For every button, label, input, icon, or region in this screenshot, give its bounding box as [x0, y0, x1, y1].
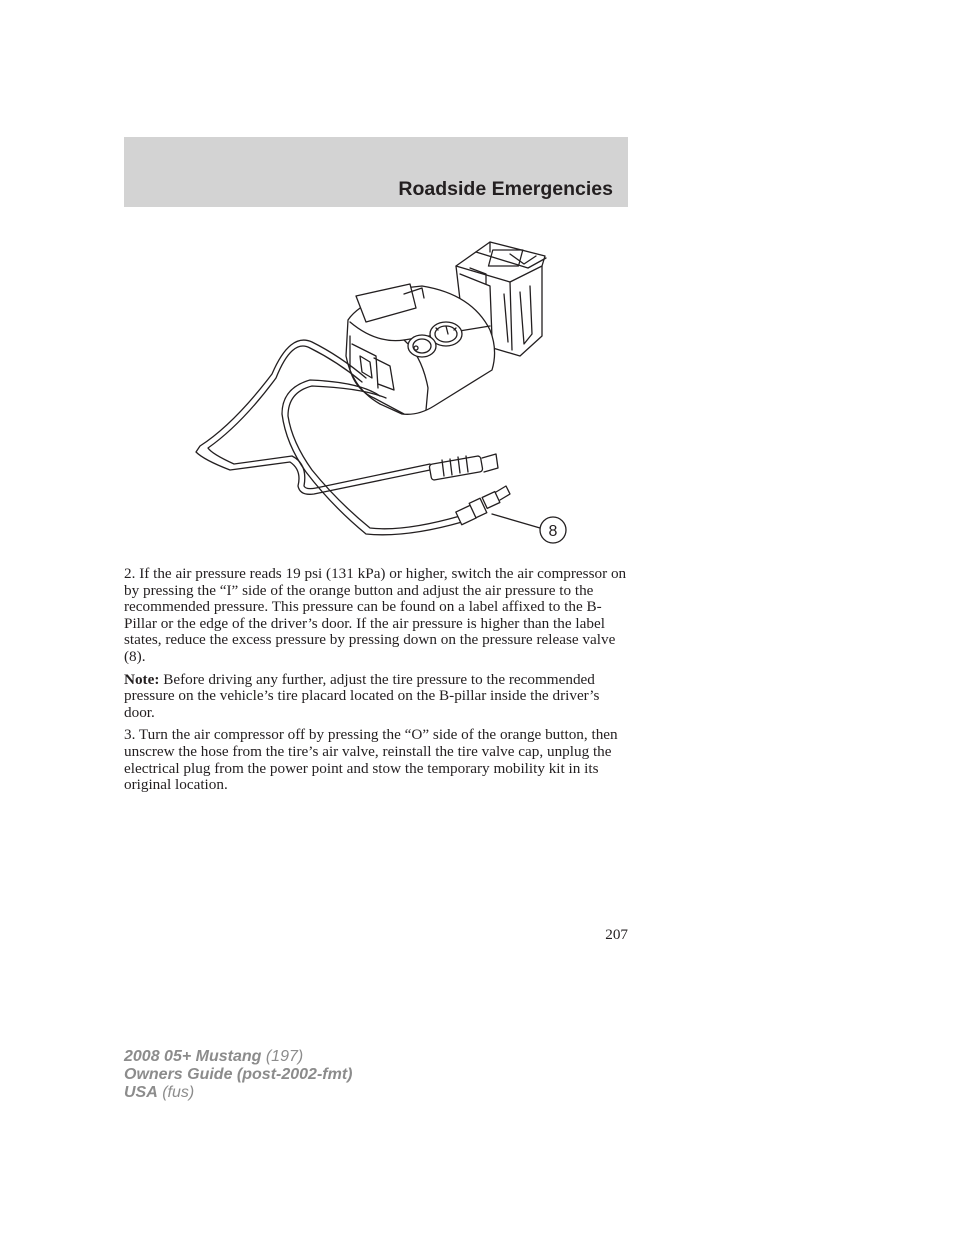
note-label: Note: — [124, 670, 160, 688]
footer-market: USA — [124, 1084, 158, 1101]
footer-model-code: (197) — [261, 1048, 304, 1065]
page-number: 207 — [605, 926, 628, 943]
note-paragraph — [124, 672, 630, 722]
callout-label-8: 8 — [548, 523, 558, 540]
section-header-band — [124, 137, 628, 207]
footer-market-code: (fus) — [157, 1084, 195, 1101]
section-title: Roadside Emergencies — [398, 178, 613, 200]
instructions-text — [124, 566, 630, 800]
footer-model: 2008 05+ Mustang — [124, 1048, 262, 1065]
callout-leader-line — [492, 514, 540, 528]
compressor-illustration — [190, 238, 580, 548]
note-text: Before driving any further, adjust the tire pressure to the recommended pressure on the vehicle’s tire placard located on the B-pillar inside the driver’s door. — [124, 670, 600, 721]
document-footer — [124, 1048, 352, 1102]
step-2-paragraph: 2. If the air pressure reads 19 psi (131 kPa) or higher, switch the air compressor on by pressing the “I” side of the orange button and adjust the air pressure to the recommended pressure. This pressure can be found on a label affixed to the B-Pillar or the edge of the driver’s door. If the air pressure is higher than the label states, reduce the excess pressure by pressing down on the pressure release valve (8). — [124, 565, 627, 665]
step-3-paragraph: 3. Turn the air compressor off by pressing the “O” side of the orange button, then unscrew the hose from the tire’s air valve, reinstall the tire valve cap, unplug the electrical plug from the power point and stow the temporary mobility kit in its original location. — [124, 726, 618, 794]
footer-guide: Owners Guide (post-2002-fmt) — [124, 1066, 353, 1083]
